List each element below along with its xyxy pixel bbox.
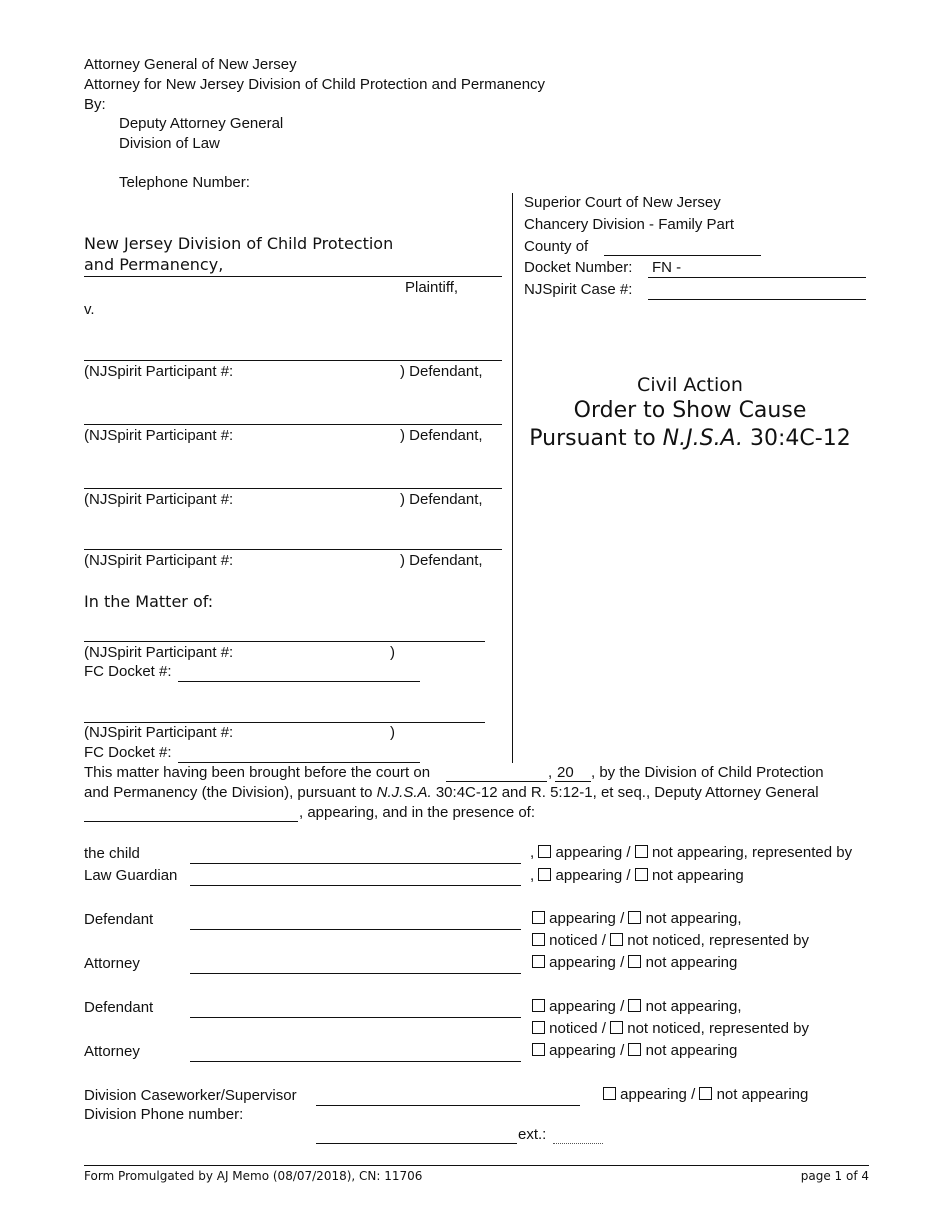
defendant-2-field[interactable]	[84, 424, 502, 425]
versus: v.	[84, 301, 95, 318]
court-superior: Superior Court of New Jersey	[524, 194, 721, 211]
defendant-b-appearing-options: appearing / not appearing,	[532, 998, 742, 1016]
child-appearance-options: , appearing / not appearing, represented by	[530, 844, 853, 861]
court-chancery: Chancery Division - Family Part	[524, 216, 735, 233]
defendant-3-field[interactable]	[84, 488, 502, 489]
docket-number-field[interactable]	[648, 277, 866, 278]
defendant-3-label: ) Defendant,	[400, 491, 483, 508]
law-guardian-label: Law Guardian	[84, 867, 178, 884]
footer-rule	[84, 1165, 869, 1166]
body-line-1-comma: ,	[548, 764, 553, 781]
division-phone-field[interactable]	[316, 1143, 517, 1144]
header-telephone: Telephone Number:	[119, 174, 250, 191]
body-line-2: and Permanency (the Division), pursuant to N.J.S.A. 30:4C-12 and R. 5:12-1, et seq., Deputy Attorney General	[84, 784, 819, 801]
caseworker-options: appearing / not appearing	[603, 1086, 808, 1104]
law-guardian-field[interactable]	[190, 885, 521, 886]
child-1-fc-docket-label: FC Docket #:	[84, 663, 172, 680]
defendant-b-not-noticed-checkbox[interactable]	[610, 1021, 623, 1034]
defendant-3-participant: (NJSpirit Participant #:	[84, 491, 234, 508]
law-guardian-options: , appearing / not appearing	[530, 867, 744, 884]
hearing-date-field[interactable]	[446, 781, 547, 782]
footer-form-promulgated: Form Promulgated by AJ Memo (08/07/2018), CN: 11706	[84, 1169, 423, 1183]
attorney-a-label: Attorney	[84, 955, 140, 972]
plaintiff-name-line2: and Permanency,	[84, 255, 224, 274]
defendant-1-label: ) Defendant,	[400, 363, 483, 380]
caseworker-not-appearing-checkbox[interactable]	[699, 1087, 712, 1100]
child-2-fc-docket-field[interactable]	[178, 762, 420, 763]
attorney-a-field[interactable]	[190, 973, 521, 974]
defendant-1-participant: (NJSpirit Participant #:	[84, 363, 234, 380]
court-county-label: County of	[524, 238, 589, 255]
attorney-b-appearing-checkbox[interactable]	[532, 1043, 545, 1056]
header-division-of-law: Division of Law	[119, 135, 220, 152]
body-line-1-tail: , by the Division of Child Protection	[591, 764, 824, 781]
defendant-b-noticed-checkbox[interactable]	[532, 1021, 545, 1034]
defendant-4-label: ) Defendant,	[400, 552, 483, 569]
child-1-participant: (NJSpirit Participant #:	[84, 644, 234, 661]
county-field[interactable]	[604, 255, 761, 256]
defendant-4-participant: (NJSpirit Participant #:	[84, 552, 234, 569]
child-2-fc-docket-label: FC Docket #:	[84, 744, 172, 761]
njspirit-case-field[interactable]	[648, 299, 866, 300]
caption-divider	[512, 193, 513, 763]
attorney-a-appearing-checkbox[interactable]	[532, 955, 545, 968]
child-appearing-checkbox[interactable]	[538, 845, 551, 858]
defendant-4-field[interactable]	[84, 549, 502, 550]
attorney-b-label: Attorney	[84, 1043, 140, 1060]
child-1-fc-docket-field[interactable]	[178, 681, 420, 682]
header-by: By:	[84, 96, 106, 113]
defendant-a-not-appearing-checkbox[interactable]	[628, 911, 641, 924]
child-1-field[interactable]	[84, 641, 485, 642]
attorney-a-options: appearing / not appearing	[532, 954, 737, 972]
attorney-b-options: appearing / not appearing	[532, 1042, 737, 1060]
attorney-a-not-appearing-checkbox[interactable]	[628, 955, 641, 968]
defendant-b-appearing-checkbox[interactable]	[532, 999, 545, 1012]
division-phone-label: Division Phone number:	[84, 1106, 244, 1123]
hearing-year-field[interactable]	[555, 781, 591, 782]
defendant-a-appearing-checkbox[interactable]	[532, 911, 545, 924]
child-label: the child	[84, 845, 140, 862]
law-guardian-not-appearing-checkbox[interactable]	[635, 868, 648, 881]
caseworker-field[interactable]	[316, 1105, 580, 1106]
plaintiff-label: Plaintiff,	[405, 279, 459, 296]
defendant-b-noticed-options: noticed / not noticed, represented by	[532, 1020, 809, 1038]
header-attorney-for: Attorney for New Jersey Division of Child Protection and Permanency	[84, 76, 546, 93]
child-1-paren: )	[390, 644, 395, 661]
defendant-2-participant: (NJSpirit Participant #:	[84, 427, 234, 444]
attorney-b-field[interactable]	[190, 1061, 521, 1062]
defendant-a-field[interactable]	[190, 929, 521, 930]
docket-number-value[interactable]: FN -	[652, 259, 682, 276]
caseworker-label: Division Caseworker/Supervisor	[84, 1087, 297, 1104]
header-deputy: Deputy Attorney General	[119, 115, 284, 132]
defendant-a-not-noticed-checkbox[interactable]	[610, 933, 623, 946]
child-name-field[interactable]	[190, 863, 521, 864]
defendant-b-field[interactable]	[190, 1017, 521, 1018]
defendant-1-field[interactable]	[84, 360, 502, 361]
deputy-attorney-field[interactable]	[84, 821, 298, 822]
defendant-a-noticed-options: noticed / not noticed, represented by	[532, 932, 809, 950]
ext-field[interactable]	[553, 1143, 603, 1144]
footer-page-number: page 1 of 4	[800, 1169, 869, 1183]
title-order-to-show-cause: Order to Show Cause	[573, 398, 807, 423]
title-civil-action: Civil Action	[637, 374, 743, 396]
child-not-appearing-checkbox[interactable]	[635, 845, 648, 858]
defendant-b-label: Defendant	[84, 999, 154, 1016]
caseworker-appearing-checkbox[interactable]	[603, 1087, 616, 1100]
defendant-b-not-appearing-checkbox[interactable]	[628, 999, 641, 1012]
body-line-1-text: This matter having been brought before the court on	[84, 764, 431, 781]
child-2-field[interactable]	[84, 722, 485, 723]
plaintiff-name-line1: New Jersey Division of Child Protection	[84, 234, 394, 253]
attorney-b-not-appearing-checkbox[interactable]	[628, 1043, 641, 1056]
matter-of-heading: In the Matter of:	[84, 592, 214, 611]
defendant-a-noticed-checkbox[interactable]	[532, 933, 545, 946]
ext-label: ext.:	[518, 1126, 547, 1143]
title-pursuant: Pursuant to N.J.S.A. 30:4C-12	[529, 426, 851, 451]
child-2-participant: (NJSpirit Participant #:	[84, 724, 234, 741]
body-line-3: , appearing, and in the presence of:	[299, 804, 536, 821]
plaintiff-rule	[84, 276, 502, 277]
defendant-a-appearing-options: appearing / not appearing,	[532, 910, 742, 928]
hearing-year[interactable]: 20	[557, 764, 574, 781]
defendant-a-label: Defendant	[84, 911, 154, 928]
njspirit-case-label: NJSpirit Case #:	[524, 281, 633, 298]
docket-number-label: Docket Number:	[524, 259, 633, 276]
header-attorney-general: Attorney General of New Jersey	[84, 56, 297, 73]
child-2-paren: )	[390, 724, 395, 741]
law-guardian-appearing-checkbox[interactable]	[538, 868, 551, 881]
defendant-2-label: ) Defendant,	[400, 427, 483, 444]
